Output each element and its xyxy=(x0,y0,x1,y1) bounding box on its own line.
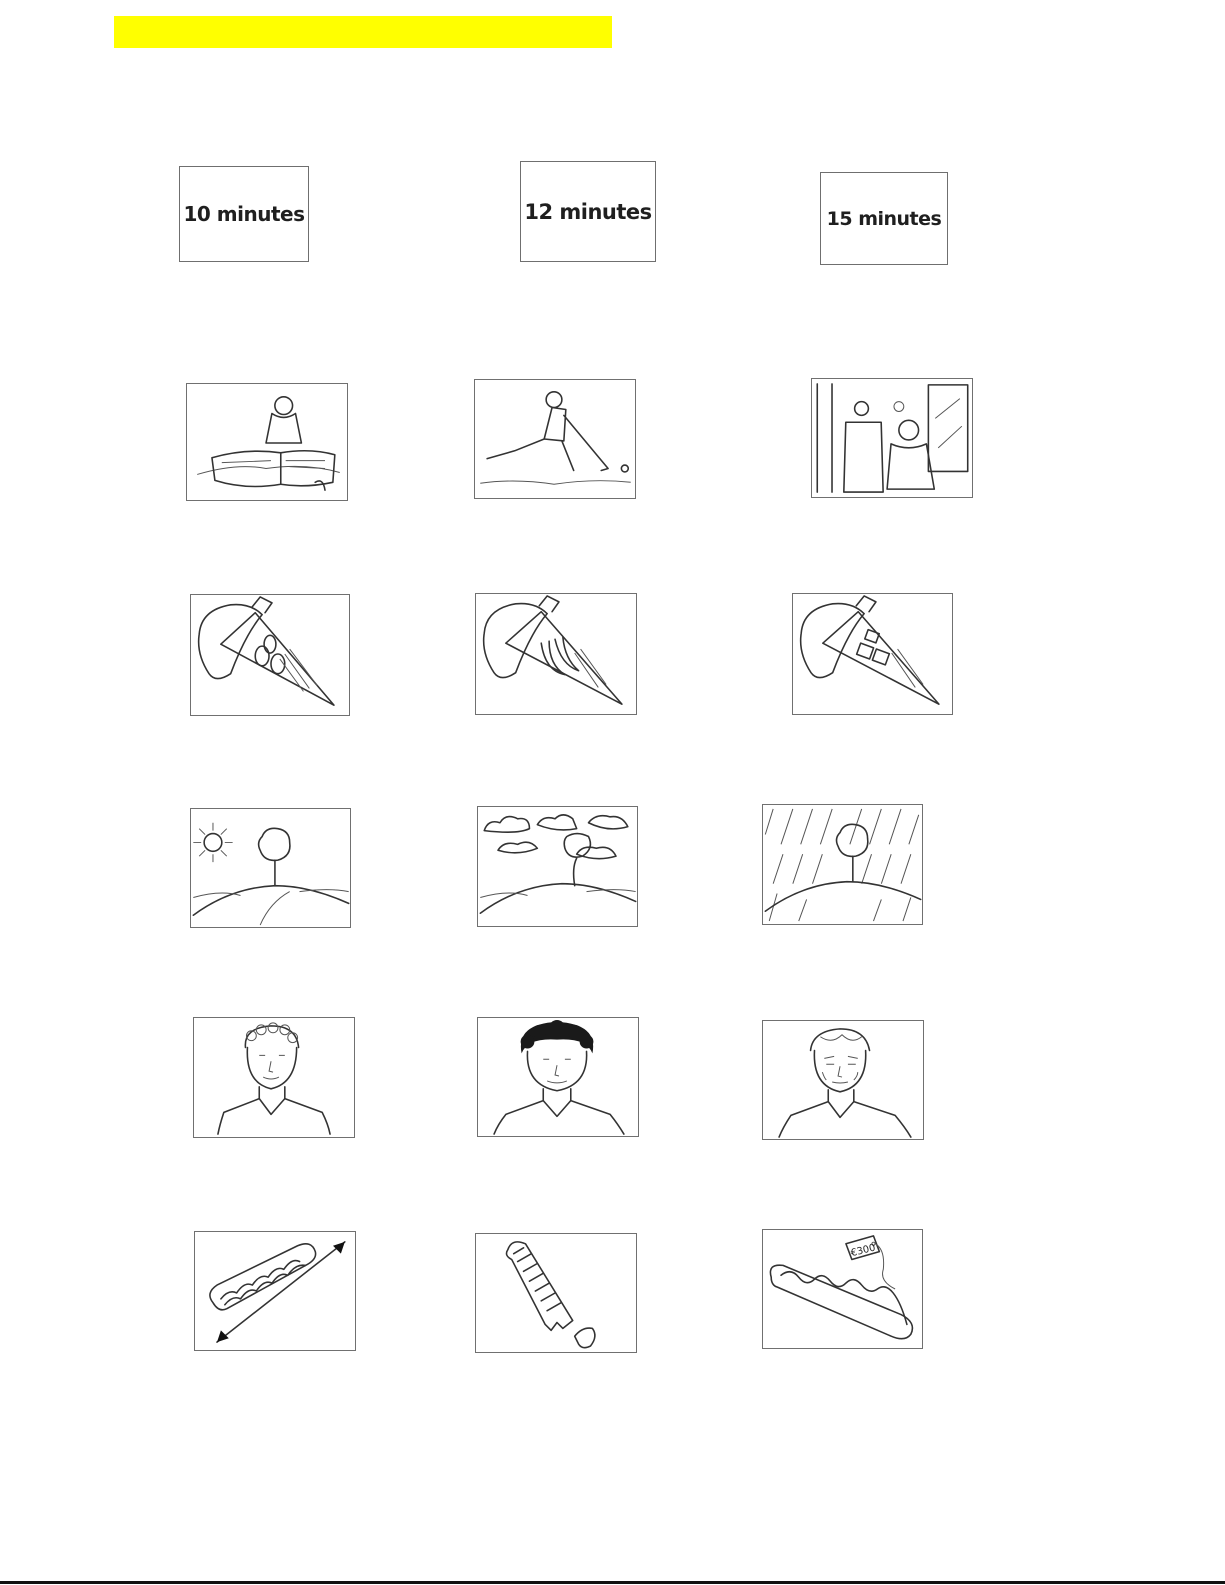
rainy-landscape-icon xyxy=(763,805,922,924)
picture-broken-skateboard[interactable] xyxy=(475,1233,637,1353)
picture-cone-with-bananas[interactable] xyxy=(475,593,637,715)
time-option-label: 12 minutes xyxy=(524,199,652,224)
bottom-rule xyxy=(0,1581,1225,1584)
cone-with-bananas-icon xyxy=(476,594,636,714)
picture-long-skateboard[interactable] xyxy=(194,1231,356,1351)
boy-playing-hockey-icon xyxy=(475,380,635,498)
picture-boy-packing-bag[interactable] xyxy=(186,383,348,501)
man-curly-light-hair-icon xyxy=(194,1018,354,1137)
time-option-10[interactable] xyxy=(179,166,309,262)
long-skateboard-icon xyxy=(195,1232,355,1350)
picture-cone-with-chocolate[interactable] xyxy=(792,593,953,715)
man-curly-dark-hair-icon xyxy=(478,1018,638,1136)
picture-cloudy-windy-landscape[interactable] xyxy=(477,806,638,927)
picture-cone-with-nuts[interactable] xyxy=(190,594,350,716)
cone-with-chocolate-icon xyxy=(793,594,952,714)
boy-on-bus-icon xyxy=(812,379,972,497)
cloudy-windy-landscape-icon xyxy=(478,807,637,926)
picture-boy-on-bus[interactable] xyxy=(811,378,973,498)
picture-older-man[interactable] xyxy=(762,1020,924,1140)
skateboard-price-tag-icon xyxy=(763,1230,922,1348)
picture-man-curly-dark-hair[interactable] xyxy=(477,1017,639,1137)
older-man-icon xyxy=(763,1021,923,1139)
highlighted-title-bar xyxy=(114,16,612,48)
time-option-12[interactable] xyxy=(520,161,656,262)
picture-rainy-landscape[interactable] xyxy=(762,804,923,925)
picture-man-curly-light-hair[interactable] xyxy=(193,1017,355,1138)
picture-sunny-landscape[interactable] xyxy=(190,808,351,928)
time-option-label: 15 minutes xyxy=(826,207,942,230)
cone-with-nuts-icon xyxy=(191,595,349,715)
sunny-landscape-icon xyxy=(191,809,350,927)
picture-boy-playing-hockey[interactable] xyxy=(474,379,636,499)
picture-skateboard-price-tag[interactable] xyxy=(762,1229,923,1349)
time-option-15[interactable] xyxy=(820,172,948,265)
price-tag-label: €300 xyxy=(849,1242,877,1260)
time-option-label: 10 minutes xyxy=(183,202,305,226)
broken-skateboard-icon xyxy=(476,1234,636,1352)
boy-packing-bag-icon xyxy=(187,384,347,500)
